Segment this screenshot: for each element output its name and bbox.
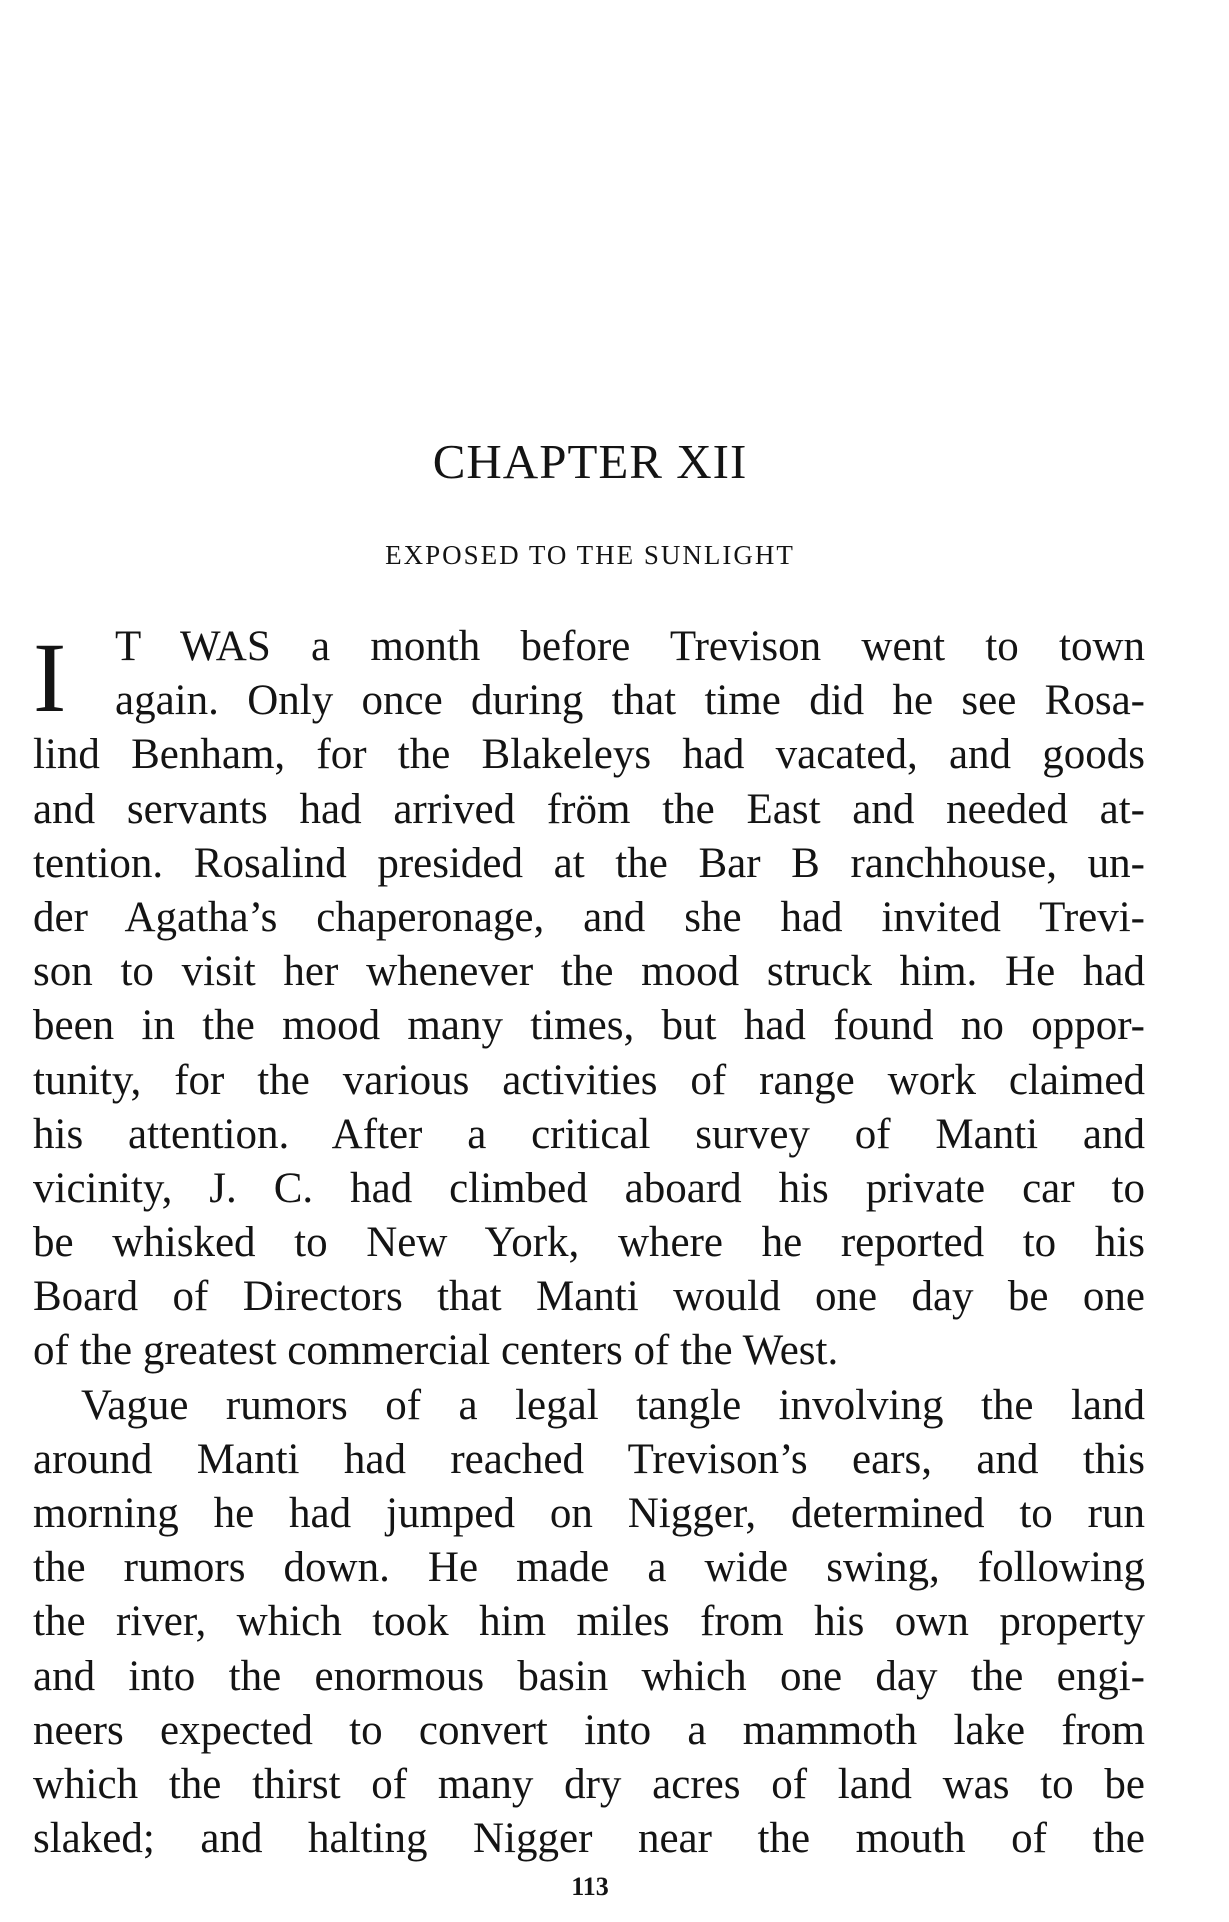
- page-number: 113: [571, 1872, 609, 1901]
- body-text: [33, 620, 1145, 1866]
- text-line: Board of Directors that Manti would one day be one: [33, 1273, 1145, 1321]
- text-line: morning he had jumped on Nigger, determined to run: [33, 1490, 1145, 1537]
- drop-cap: I: [33, 622, 67, 733]
- text-line: T WAS a month before Trevison went to town: [115, 623, 1145, 670]
- text-line: again. Only once during that time did he see Rosa-: [115, 677, 1145, 725]
- text-line: neers expected to convert into a mammoth lake from: [33, 1706, 1145, 1754]
- text-line: and servants had arrived fröm the East and needed at-: [33, 785, 1145, 833]
- text-line: lind Benham, for the Blakeleys had vacated, and goods: [33, 731, 1145, 779]
- chapter-title: CHAPTER XII: [432, 434, 748, 489]
- text-line: and into the enormous basin which one day the engi-: [33, 1652, 1145, 1700]
- text-line: tention. Rosalind presided at the Bar B ranchhouse, un-: [33, 839, 1145, 887]
- chapter-subtitle: EXPOSED TO THE SUNLIGHT: [385, 540, 795, 570]
- text-line: the river, which took him miles from his own property: [33, 1598, 1145, 1646]
- text-line: around Manti had reached Trevison’s ears, and this: [33, 1435, 1145, 1483]
- text-line: vicinity, J. C. had climbed aboard his private car to: [33, 1164, 1145, 1212]
- scan-speck: [1135, 58, 1153, 61]
- text-line: of the greatest commercial centers of the West.: [33, 1327, 839, 1375]
- text-line: which the thirst of many dry acres of land was to be: [33, 1760, 1145, 1808]
- text-line: be whisked to New York, where he reported to his: [33, 1219, 1145, 1267]
- text-line: Vague rumors of a legal tangle involving the land: [81, 1381, 1145, 1429]
- text-line: der Agatha’s chaperonage, and she had invited Trevi-: [33, 893, 1145, 941]
- text-line: slaked; and halting Nigger near the mouth of the: [33, 1815, 1145, 1863]
- text-line: been in the mood many times, but had found no oppor-: [33, 1002, 1145, 1050]
- text-line: his attention. After a critical survey of Manti and: [33, 1110, 1145, 1158]
- text-line: tunity, for the various activities of range work claimed: [33, 1056, 1145, 1104]
- text-line: son to visit her whenever the mood struck him. He had: [33, 948, 1145, 996]
- text-line: the rumors down. He made a wide swing, following: [33, 1544, 1145, 1592]
